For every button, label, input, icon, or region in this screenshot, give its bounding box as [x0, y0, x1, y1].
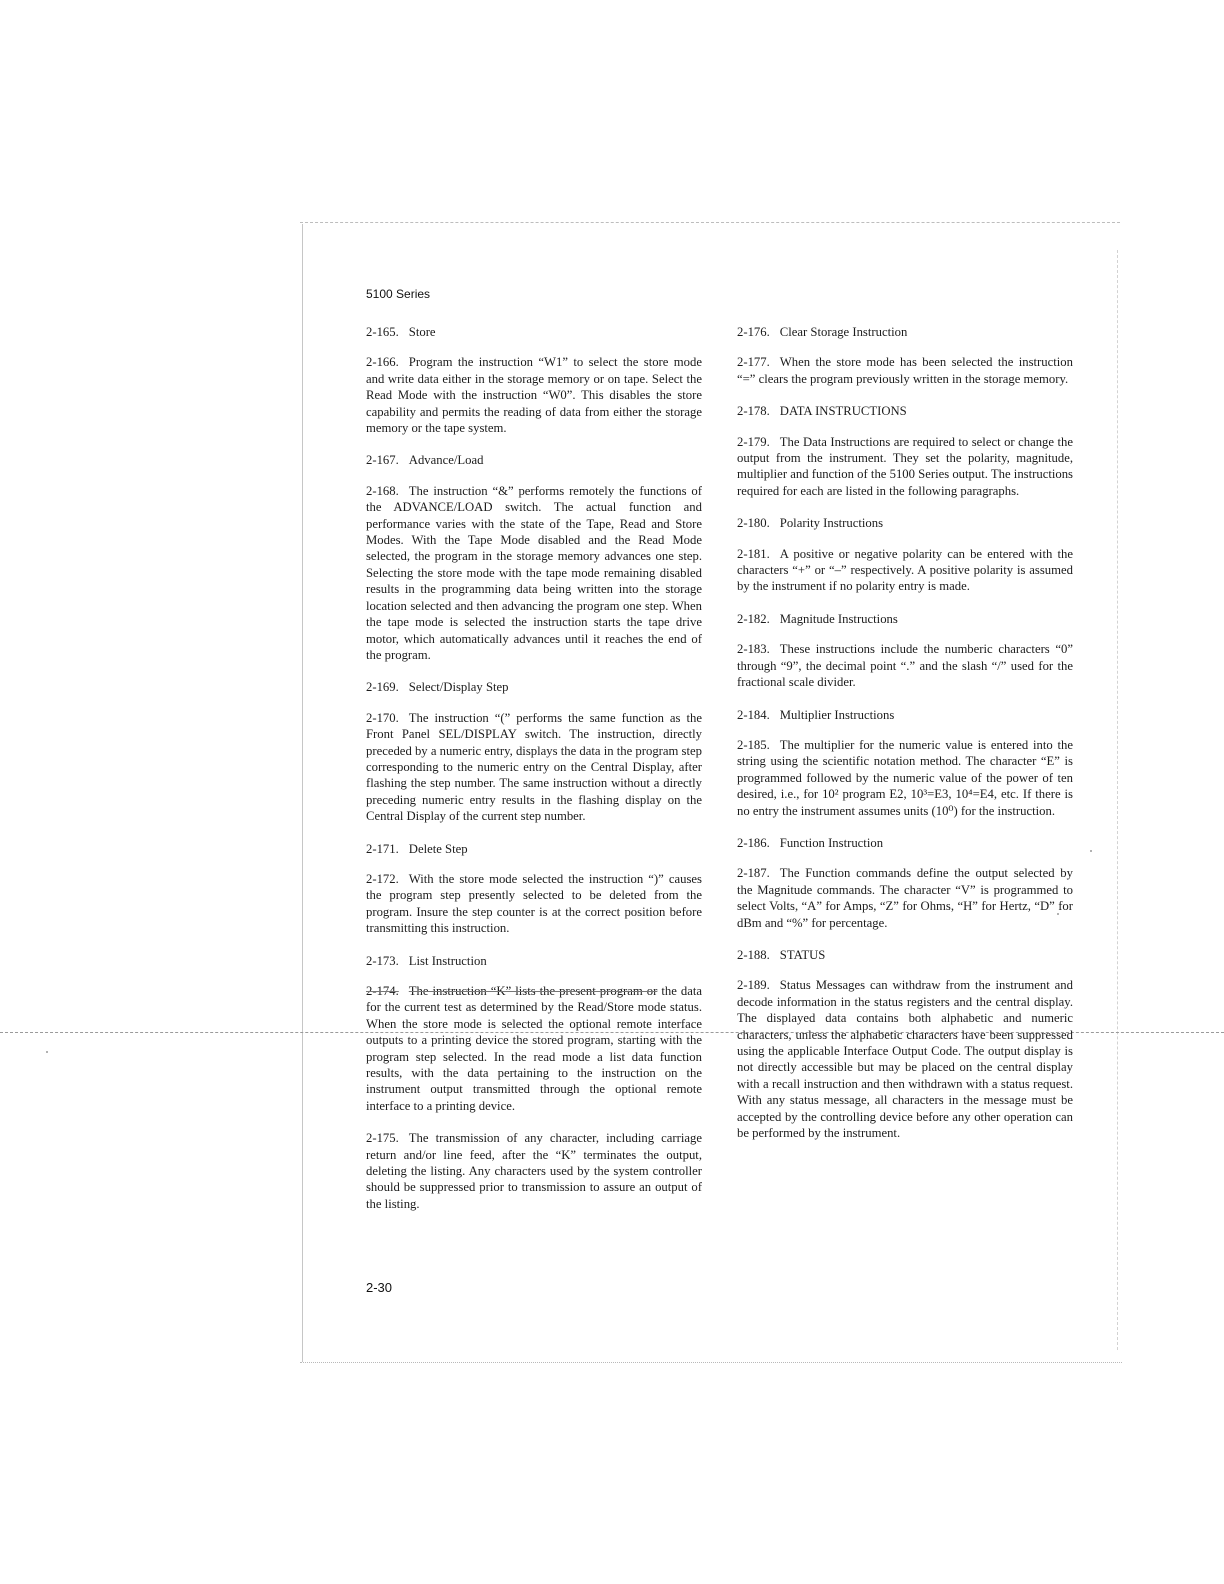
paragraph: 2-189. Status Messages can withdraw from the instrument and decode information in the status registers and the central display. The displayed data contains both alphabetic and numeric characters, unless the alphabetic characters have been suppressed using the applicable Interface Output Code. The output display is not directly accessible but may be placed on the central display with a recall instruction and then withdrawn with a status request. With any status message, all characters in the message must be accepted by the controlling device before any other operation can be performed by the instrument. [737, 978, 1073, 1141]
paragraph: 2-175. The transmission of any character, including carriage return and/or line feed, after the “K” terminates the output, deleting the listing. Any characters used by the system controller should be suppressed prior to transmission to assure an output of the listing. [366, 1131, 702, 1211]
paragraph: 2-166. Program the instruction “W1” to select the store mode and write data either in the storage memory or on tape. Select the Read Mode with the instruction “W0”. This disables the store capability and permits the reading of data from either the storage memory or the tape system. [366, 355, 702, 436]
paragraph: 2-174. The instruction “K” lists the present program or the data for the current test as determined by the Read/Store mode status. When the store mode is selected the optional remote interface outputs to a printing device the stored program, starting with the program step selected. In the read mode a list data function results, with the data pertaining to the instruction on the instrument output transmitted through the optional remote interface to a printing device. [366, 984, 703, 1113]
scan-edge-top [300, 222, 1120, 223]
section-heading: 2-173. List Instruction [366, 953, 487, 968]
scan-edge-left [302, 224, 303, 1362]
section-heading: 2-165. Store [366, 325, 436, 339]
section-heading: 2-188. STATUS [737, 947, 826, 962]
speck [1090, 850, 1092, 852]
section-heading: 2-184. Multiplier Instructions [737, 707, 895, 722]
paragraph: 2-183. These instructions include the numberic characters “0” through “9”, the decimal point “.” and the slash “/” used for the fractional scale divider. [737, 642, 1073, 690]
page-number: 2-30 [366, 1280, 393, 1295]
struck-line: 2-174. The instruction “K” lists the present program or [366, 984, 658, 998]
speck [46, 1051, 48, 1053]
section-heading: 2-182. Magnitude Instructions [737, 611, 898, 626]
running-header: 5100 Series [366, 287, 431, 301]
section-heading: 2-171. Delete Step [366, 841, 468, 856]
section-heading: 2-186. Function Instruction [737, 835, 884, 850]
paragraph: 2-181. A positive or negative polarity can be entered with the characters “+” or “–” respectively. A positive polarity is assumed by the instrument if no polarity entry is made. [737, 546, 1073, 594]
right-column [737, 324, 1073, 1157]
paragraph: 2-172. With the store mode selected the instruction “)” causes the program step presently selected to be deleted from the program. Insure the step counter is at the correct position before transmitting this instruction. [366, 871, 702, 936]
section-heading: 2-176. Clear Storage Instruction [737, 325, 908, 339]
section-heading: 2-178. DATA INSTRUCTIONS [737, 404, 907, 419]
section-heading: 2-180. Polarity Instructions [737, 516, 884, 531]
section-heading: 2-169. Select/Display Step [366, 680, 509, 695]
paragraph: 2-177. When the store mode has been selected the instruction “=” clears the program previously written in the storage memory. [737, 355, 1073, 386]
paragraph: 2-179. The Data Instructions are required to select or change the output from the instrument. They set the polarity, magnitude, multiplier and function of the 5100 Series output. The instructions required for each are listed in the following paragraphs. [737, 434, 1073, 498]
scan-edge-right [1117, 250, 1118, 1350]
paragraph: 2-185. The multiplier for the numeric value is entered into the string using the scientific notation method. The character “E” is programmed followed by the numeric value of the power of ten desired, i.e., for 10² program E2, 10³=E3, 10⁴=E4, etc. If there is no entry the instrument assumes units (10⁰) for the instruction. [737, 737, 1073, 818]
section-heading: 2-167. Advance/Load [366, 453, 484, 468]
paragraph: 2-168. The instruction “&” performs remotely the functions of the ADVANCE/LOAD switch. The actual function and performance varies with the state of the Tape, Read and Store Modes. With the Tape Mode disabled and the Read Mode selected, the program in the storage memory advances one step. Selecting the store mode with the tape mode remaining disabled results in the programming data being written into the storage location selected and then advancing the program one step. When the tape mode is selected the instruction starts the tape drive motor, which automatically advances until it reaches the end of the program. [366, 483, 702, 662]
paragraph: 2-187. The Function commands define the output selected by the Magnitude commands. The character “V” is programmed to select Volts, “A” for Amps, “Z” for Ohms, “H” for Hertz, “D” for dBm and “%” for percentage. [737, 866, 1073, 930]
scan-edge-bottom [300, 1362, 1122, 1363]
left-column [366, 324, 702, 1228]
paragraph: 2-170. The instruction “(” performs the same function as the Front Panel SEL/DISPLAY switch. The instruction, directly preceded by a numeric entry, displays the data in the program step corresponding to the numeric entry on the Central Display, after flashing the step number. The same instruction without a directly preceding numeric entry results in the flashing display on the Central Display of the current step number. [366, 710, 702, 824]
